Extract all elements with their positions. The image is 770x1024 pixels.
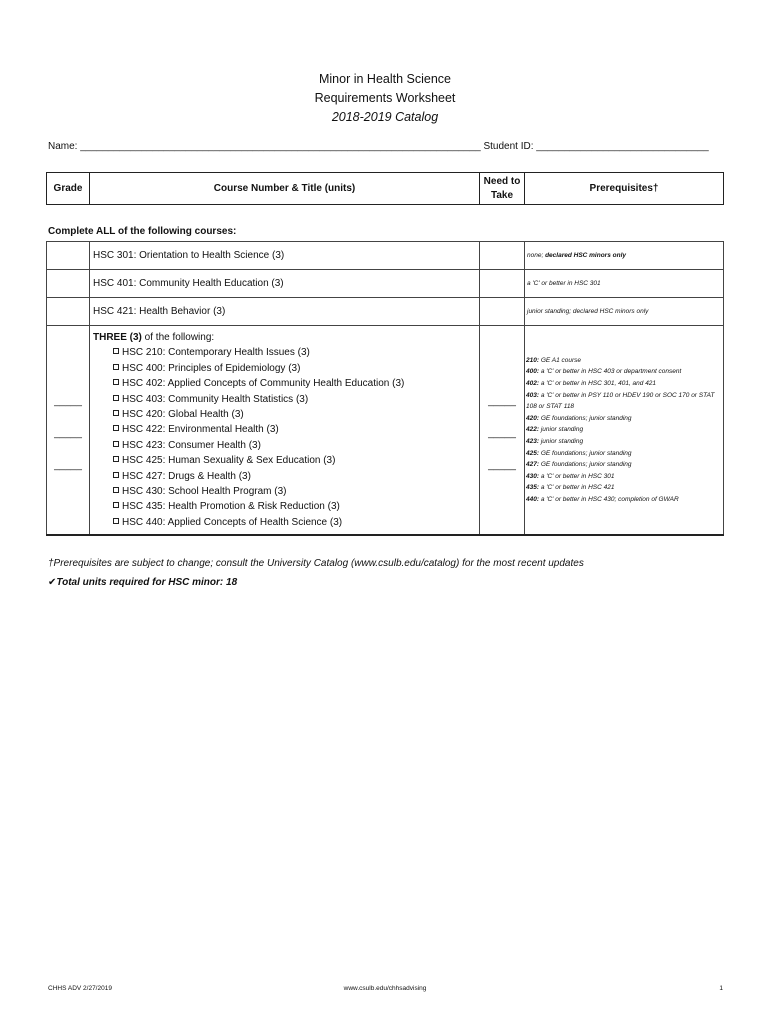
prereq-text: GE A1 course xyxy=(539,356,582,364)
prereq-text: GE foundations; junior standing xyxy=(539,414,632,422)
document-title-block xyxy=(0,70,770,127)
table-row xyxy=(47,298,724,326)
prereq-text: a 'C' or better in HSC 421 xyxy=(539,484,615,492)
elective-option[interactable] xyxy=(93,515,479,530)
elective-option-label: HSC 420: Global Health (3) xyxy=(122,409,244,421)
elective-option[interactable] xyxy=(93,376,479,391)
elective-instruction xyxy=(93,330,479,345)
prereq-line xyxy=(526,413,721,425)
name-id-line xyxy=(48,141,728,152)
prereq-code: 422: xyxy=(526,426,540,434)
elective-count: THREE (3) xyxy=(93,332,142,343)
prereq-text: junior standing xyxy=(539,426,584,434)
need-blank[interactable]: _____ xyxy=(488,428,516,440)
prerequisites-footnote: †Prerequisites are subject to change; consult the University Catalog (www.csulb.edu/catalog) for the most recent updates xyxy=(48,558,584,569)
checkbox-icon[interactable] xyxy=(113,487,119,493)
prereq-line xyxy=(526,355,721,367)
total-units-note: ✔Total units required for HSC minor: 18 xyxy=(48,577,238,588)
courses-table xyxy=(46,241,724,536)
prereq-cell xyxy=(525,242,724,270)
checkbox-icon[interactable] xyxy=(113,456,119,462)
prereq-line xyxy=(526,378,721,390)
table-row xyxy=(47,270,724,298)
checkbox-icon[interactable] xyxy=(113,395,119,401)
elective-option[interactable] xyxy=(93,438,479,453)
need-cell[interactable] xyxy=(480,270,525,298)
elective-option-label: HSC 425: Human Sexuality & Sex Education (3) xyxy=(122,455,336,467)
prereq-line xyxy=(526,424,721,436)
section-label: Complete ALL of the following courses: xyxy=(48,226,237,237)
elective-option-label: HSC 435: Health Promotion & Risk Reduction (3) xyxy=(122,501,340,513)
elective-option[interactable] xyxy=(93,453,479,468)
grade-blank[interactable]: _____ xyxy=(54,396,82,408)
prereq-text: a 'C' or better in HSC 301, 401, and 421 xyxy=(539,379,657,387)
document-title: Minor in Health Science xyxy=(318,72,451,86)
prereq-line xyxy=(526,436,721,448)
elective-option[interactable] xyxy=(93,422,479,437)
prereq-text: a 'C' or better in HSC 430; completion of GWAR xyxy=(539,495,679,503)
document-subtitle: Requirements Worksheet xyxy=(314,91,456,105)
elective-instruction-rest: of the following: xyxy=(141,332,215,343)
grade-blanks-cell[interactable] xyxy=(47,326,90,536)
prereq-code: 402: xyxy=(526,379,540,387)
page-number: 1 xyxy=(719,985,723,992)
checkbox-icon[interactable] xyxy=(113,472,119,478)
prereq-line xyxy=(526,482,721,494)
footer-revision: CHHS ADV 2/27/2019 xyxy=(48,985,112,992)
prereq-code: 420: xyxy=(526,414,540,422)
need-to-take-line2: Take xyxy=(490,189,514,201)
prereq-code: 400: xyxy=(526,368,540,376)
elective-prereq-cell xyxy=(525,326,724,536)
elective-option[interactable] xyxy=(93,469,479,484)
prereq-line xyxy=(526,366,721,378)
grade-cell[interactable] xyxy=(47,242,90,270)
elective-option[interactable] xyxy=(93,361,479,376)
prereq-text: a 'C' or better in HSC 301 xyxy=(539,472,615,480)
prereq-code: 210: xyxy=(526,356,540,364)
grade-cell[interactable] xyxy=(47,298,90,326)
need-blank[interactable]: _____ xyxy=(488,460,516,472)
grade-blank[interactable]: _____ xyxy=(54,428,82,440)
need-blank[interactable]: _____ xyxy=(488,396,516,408)
catalog-year: 2018-2019 Catalog xyxy=(331,110,439,124)
course-cell: HSC 401: Community Health Education (3) xyxy=(90,270,480,298)
checkbox-icon[interactable] xyxy=(113,518,119,524)
elective-option-label: HSC 400: Principles of Epidemiology (3) xyxy=(122,362,301,374)
grade-header: Grade xyxy=(47,173,90,205)
prereq-line xyxy=(526,390,721,413)
prereq-code: 430: xyxy=(526,472,540,480)
need-cell[interactable] xyxy=(480,298,525,326)
prereq-text: GE foundations; junior standing xyxy=(539,449,632,457)
need-to-take-line1: Need to xyxy=(483,175,521,187)
checkbox-icon[interactable] xyxy=(113,502,119,508)
prereq-text: none; xyxy=(527,252,546,259)
prereq-bold-text: declared HSC minors only xyxy=(545,252,626,259)
elective-option[interactable] xyxy=(93,392,479,407)
elective-option-label: HSC 423: Consumer Health (3) xyxy=(122,439,261,451)
table-row-electives xyxy=(47,326,724,536)
student-id-field[interactable]: Student ID: _______________________________ xyxy=(483,141,709,152)
prereq-line xyxy=(526,494,721,506)
checkbox-icon[interactable] xyxy=(113,441,119,447)
table-row xyxy=(47,242,724,270)
need-cell[interactable] xyxy=(480,242,525,270)
elective-option[interactable] xyxy=(93,499,479,514)
course-cell: HSC 421: Health Behavior (3) xyxy=(90,298,480,326)
course-header: Course Number & Title (units) xyxy=(90,173,480,205)
prereq-text: junior standing xyxy=(539,437,584,445)
prereq-line xyxy=(526,459,721,471)
checkbox-icon[interactable] xyxy=(113,348,119,354)
name-field[interactable]: Name: ________________________________________________________________________ xyxy=(48,141,481,152)
prereq-code: 435: xyxy=(526,484,540,492)
grade-cell[interactable] xyxy=(47,270,90,298)
elective-option[interactable] xyxy=(93,407,479,422)
elective-option[interactable] xyxy=(93,345,479,360)
prereq-text: a 'C' or better in PSY 110 or HDEV 190 or SOC 170 or STAT 108 or STAT 118 xyxy=(526,391,715,411)
grade-blank[interactable]: _____ xyxy=(54,460,82,472)
elective-option[interactable] xyxy=(93,484,479,499)
prerequisites-header: Prerequisites† xyxy=(525,173,724,205)
elective-option-label: HSC 422: Environmental Health (3) xyxy=(122,424,279,436)
need-to-take-header xyxy=(480,173,525,205)
elective-option-label: HSC 402: Applied Concepts of Community Health Education (3) xyxy=(122,378,405,390)
elective-option-label: HSC 427: Drugs & Health (3) xyxy=(122,470,251,482)
checkbox-icon[interactable] xyxy=(113,425,119,431)
prereq-code: 427: xyxy=(526,461,540,469)
elective-option-label: HSC 210: Contemporary Health Issues (3) xyxy=(122,347,310,359)
prereq-line xyxy=(526,448,721,460)
elective-list-cell xyxy=(90,326,480,536)
prereq-code: 423: xyxy=(526,437,540,445)
prereq-line xyxy=(526,471,721,483)
prereq-code: 440: xyxy=(526,495,540,503)
prereq-code: 403: xyxy=(526,391,540,399)
course-cell: HSC 301: Orientation to Health Science (3) xyxy=(90,242,480,270)
need-blanks-cell[interactable] xyxy=(480,326,525,536)
checkbox-icon[interactable] xyxy=(113,410,119,416)
elective-option-label: HSC 430: School Health Program (3) xyxy=(122,486,287,498)
footer-url[interactable]: www.csulb.edu/chhsadvising xyxy=(343,985,427,992)
prereq-text: a 'C' or better in HSC 403 or department consent xyxy=(539,368,682,376)
elective-option-label: HSC 403: Community Health Statistics (3) xyxy=(122,393,309,405)
column-header-table xyxy=(46,172,724,205)
checkbox-icon[interactable] xyxy=(113,379,119,385)
checkbox-icon[interactable] xyxy=(113,364,119,370)
prereq-cell: junior standing; declared HSC minors only xyxy=(525,298,724,326)
elective-option-label: HSC 440: Applied Concepts of Health Science (3) xyxy=(122,516,343,528)
prereq-code: 425: xyxy=(526,449,540,457)
prereq-cell: a 'C' or better in HSC 301 xyxy=(525,270,724,298)
prereq-text: GE foundations; junior standing xyxy=(539,461,632,469)
